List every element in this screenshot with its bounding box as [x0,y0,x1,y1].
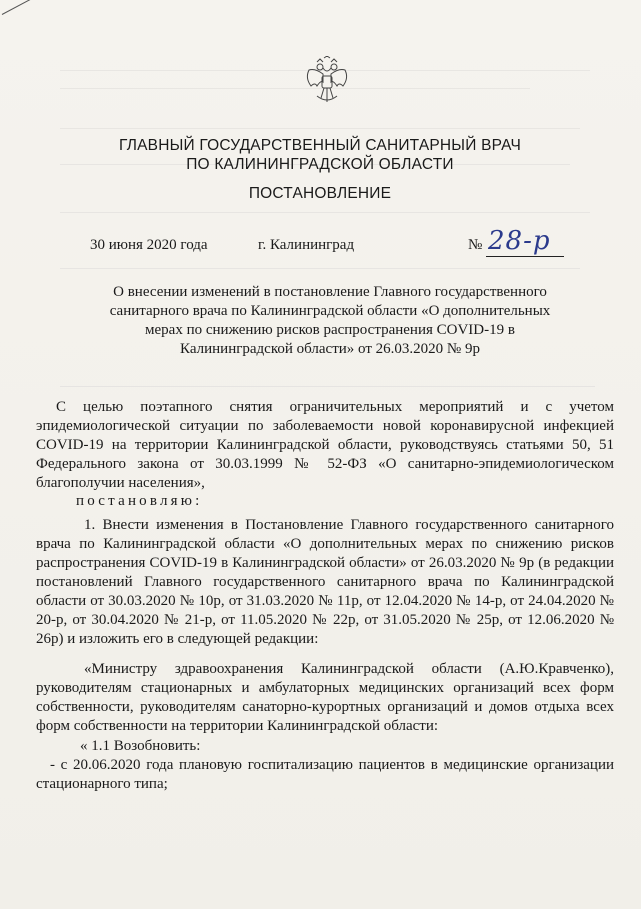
authority-title-line2: ПО КАЛИНИНГРАДСКОЙ ОБЛАСТИ [186,156,454,173]
authority-title-line1: ГЛАВНЫЙ ГОСУДАРСТВЕННЫЙ САНИТАРНЫЙ ВРАЧ [119,137,521,154]
russian-coat-of-arms-icon [303,56,351,106]
show-through-line [60,128,580,129]
document-city: г. Калининград [258,237,355,253]
number-underline [486,256,564,257]
bullet-paragraph: - с 20.06.2020 года плановую госпитализацию пациентов в медицинские организации стационарного типа; [36,757,614,792]
document-date: 30 июня 2020 года [90,237,208,253]
document-type: ПОСТАНОВЛЕНИЕ [248,185,392,202]
document-number-handwritten: 28-р [488,226,551,256]
show-through-line [60,212,590,213]
quoted-intro-paragraph: «Министру здравоохранения Калининградской области (А.Ю.Кравченко), руководителям стационарных и амбулаторных медицинских организаций всех форм собственности, руководителям санаторно-курортных организаций и домов отдыха всех форм собственности на территории Калининградской области: [36,661,614,734]
decree-word: постановляю: [76,493,203,509]
show-through-line [60,268,580,269]
item-1-paragraph: 1. Внести изменения в Постановление Главного государственного санитарного врача по Калининградской области «О дополнительных мерах по снижению рисков распространения COVID-19 в Калининградской области» от 26.03.2020 № 9р (в редакции постановлений Главного государственного санитарного врача по Калининградской области от 30.03.2020 № 10р, от 31.03.2020 № 11р, от 12.04.2020 № 14-р, от 24.04.2020 № 20-р, от 30.04.2020 № 21-р, от 11.05.2020 № 22р, от 31.05.2020 № 25р, от 12.06.2020 № 26р) и изложить его в следующей редакции: [36,517,614,647]
sub-item-heading: « 1.1 Возобновить: [80,738,201,754]
document-subject: О внесении изменений в постановление Главного государственного санитарного врача по Калининградской области «О дополнительных мерах по снижению рисков распространения COVID-19 в Калининградской области» от 26.03.2020 № 9р [109,284,551,357]
show-through-line [60,88,530,89]
document-number-label: № [468,237,483,253]
corner-mark [2,0,34,15]
show-through-line [60,386,595,387]
preamble-paragraph: С целью поэтапного снятия ограничительных мероприятий и с учетом эпидемиологической ситуации по заболеваемости новой коронавирусной инфекцией COVID-19 на территории Калининградской области, руководствуясь статьями 50, 51 Федерального закона от 30.03.1999 № 52-ФЗ «О санитарно-эпидемиологическом благополучии населения», [36,399,614,491]
